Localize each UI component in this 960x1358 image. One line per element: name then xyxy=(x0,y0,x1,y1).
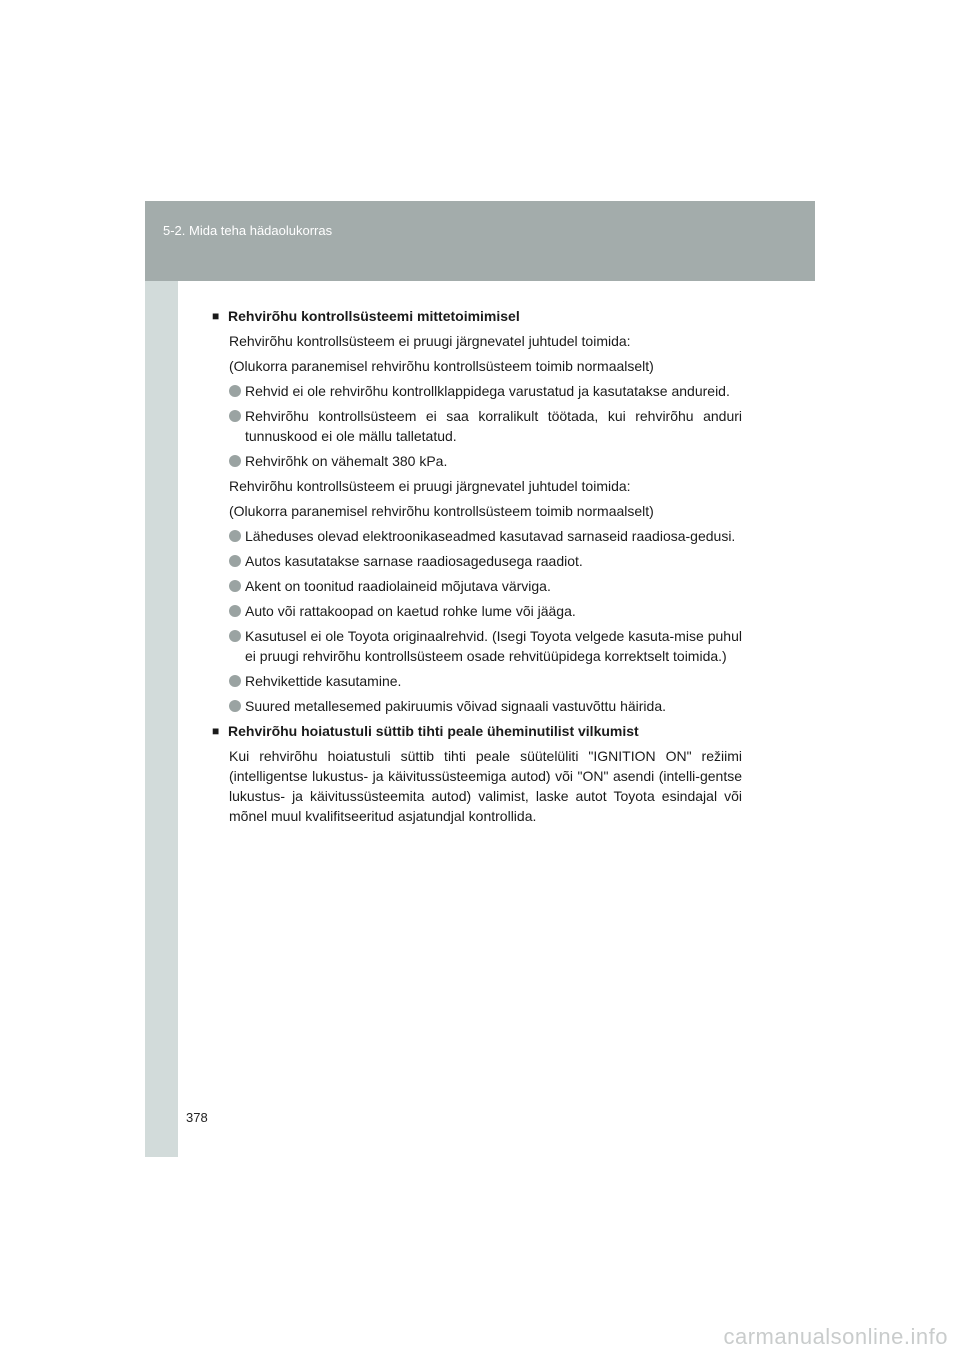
heading-marker-icon: ■ xyxy=(212,724,220,738)
page-content xyxy=(212,306,742,831)
bullet-icon xyxy=(229,410,241,422)
list-item: Suured metallesemed pakiruumis võivad signaali vastuvõttu häirida. xyxy=(212,696,742,716)
bullet-icon xyxy=(229,605,241,617)
section-heading-1: ■ Rehvirõhu kontrollsüsteemi mittetoimimisel xyxy=(212,308,520,324)
list-item: Kasutusel ei ole Toyota originaalrehvid. (Isegi Toyota velgede kasuta-mise puhul ei pruugi rehvirõhu kontrollsüsteem osade rehvitüüpidega korrektselt toimida.) xyxy=(212,626,742,666)
paragraph-note: (Olukorra paranemisel rehvirõhu kontrollsüsteem toimib normaalselt) xyxy=(229,503,654,519)
paragraph: Rehvirõhu kontrollsüsteem ei pruugi järgnevatel juhtudel toimida: xyxy=(229,333,631,349)
paragraph: Rehvirõhu kontrollsüsteem ei pruugi järgnevatel juhtudel toimida: xyxy=(229,478,631,494)
paragraph: Kui rehvirõhu hoiatustuli süttib tihti peale süütelüliti "IGNITION ON" režiimi (intelligentse lukustus- ja käivitussüsteemiga autod) või "ON" asendi (intelli-gentse lukustus- ja käivitussüsteemita autod) valimist, laske autot Toyota esindajal või mõnel muul kvalifitseeritud asjatundjal kontrollida. xyxy=(229,748,742,824)
watermark: carmanualsonline.info xyxy=(723,1324,948,1349)
section-heading-2: ■ Rehvirõhu hoiatustuli süttib tihti peale üheminutilist vilkumist xyxy=(212,723,639,739)
page-number: 378 xyxy=(186,1110,208,1125)
bullet-icon xyxy=(229,630,241,642)
bullet-icon xyxy=(229,555,241,567)
bullet-icon xyxy=(229,455,241,467)
bullet-icon xyxy=(229,580,241,592)
heading-marker-icon: ■ xyxy=(212,309,220,323)
section-header-band xyxy=(145,201,815,281)
bullet-icon xyxy=(229,385,241,397)
list-item: Rehvirõhu kontrollsüsteem ei saa korralikult töötada, kui rehvirõhu anduri tunnuskood ei ole mällu talletatud. xyxy=(212,406,742,446)
bullet-icon xyxy=(229,675,241,687)
list-item: Autos kasutatakse sarnase raadiosagedusega raadiot. xyxy=(212,551,742,571)
bullet-icon xyxy=(229,700,241,712)
list-item: Akent on toonitud raadiolaineid mõjutava värviga. xyxy=(212,576,742,596)
paragraph-note: (Olukorra paranemisel rehvirõhu kontrollsüsteem toimib normaalselt) xyxy=(229,358,654,374)
side-strip xyxy=(145,281,178,1157)
section-title: 5-2. Mida teha hädaolukorras xyxy=(163,223,333,238)
bullet-icon xyxy=(229,530,241,542)
list-item: Auto või rattakoopad on kaetud rohke lume või jääga. xyxy=(212,601,742,621)
list-item: Läheduses olevad elektroonikaseadmed kasutavad sarnaseid raadiosa-gedusi. xyxy=(212,526,742,546)
list-item: Rehvirõhk on vähemalt 380 kPa. xyxy=(212,451,742,471)
list-item: Rehvid ei ole rehvirõhu kontrollklappidega varustatud ja kasutatakse andureid. xyxy=(212,381,742,401)
list-item: Rehvikettide kasutamine. xyxy=(212,671,742,691)
